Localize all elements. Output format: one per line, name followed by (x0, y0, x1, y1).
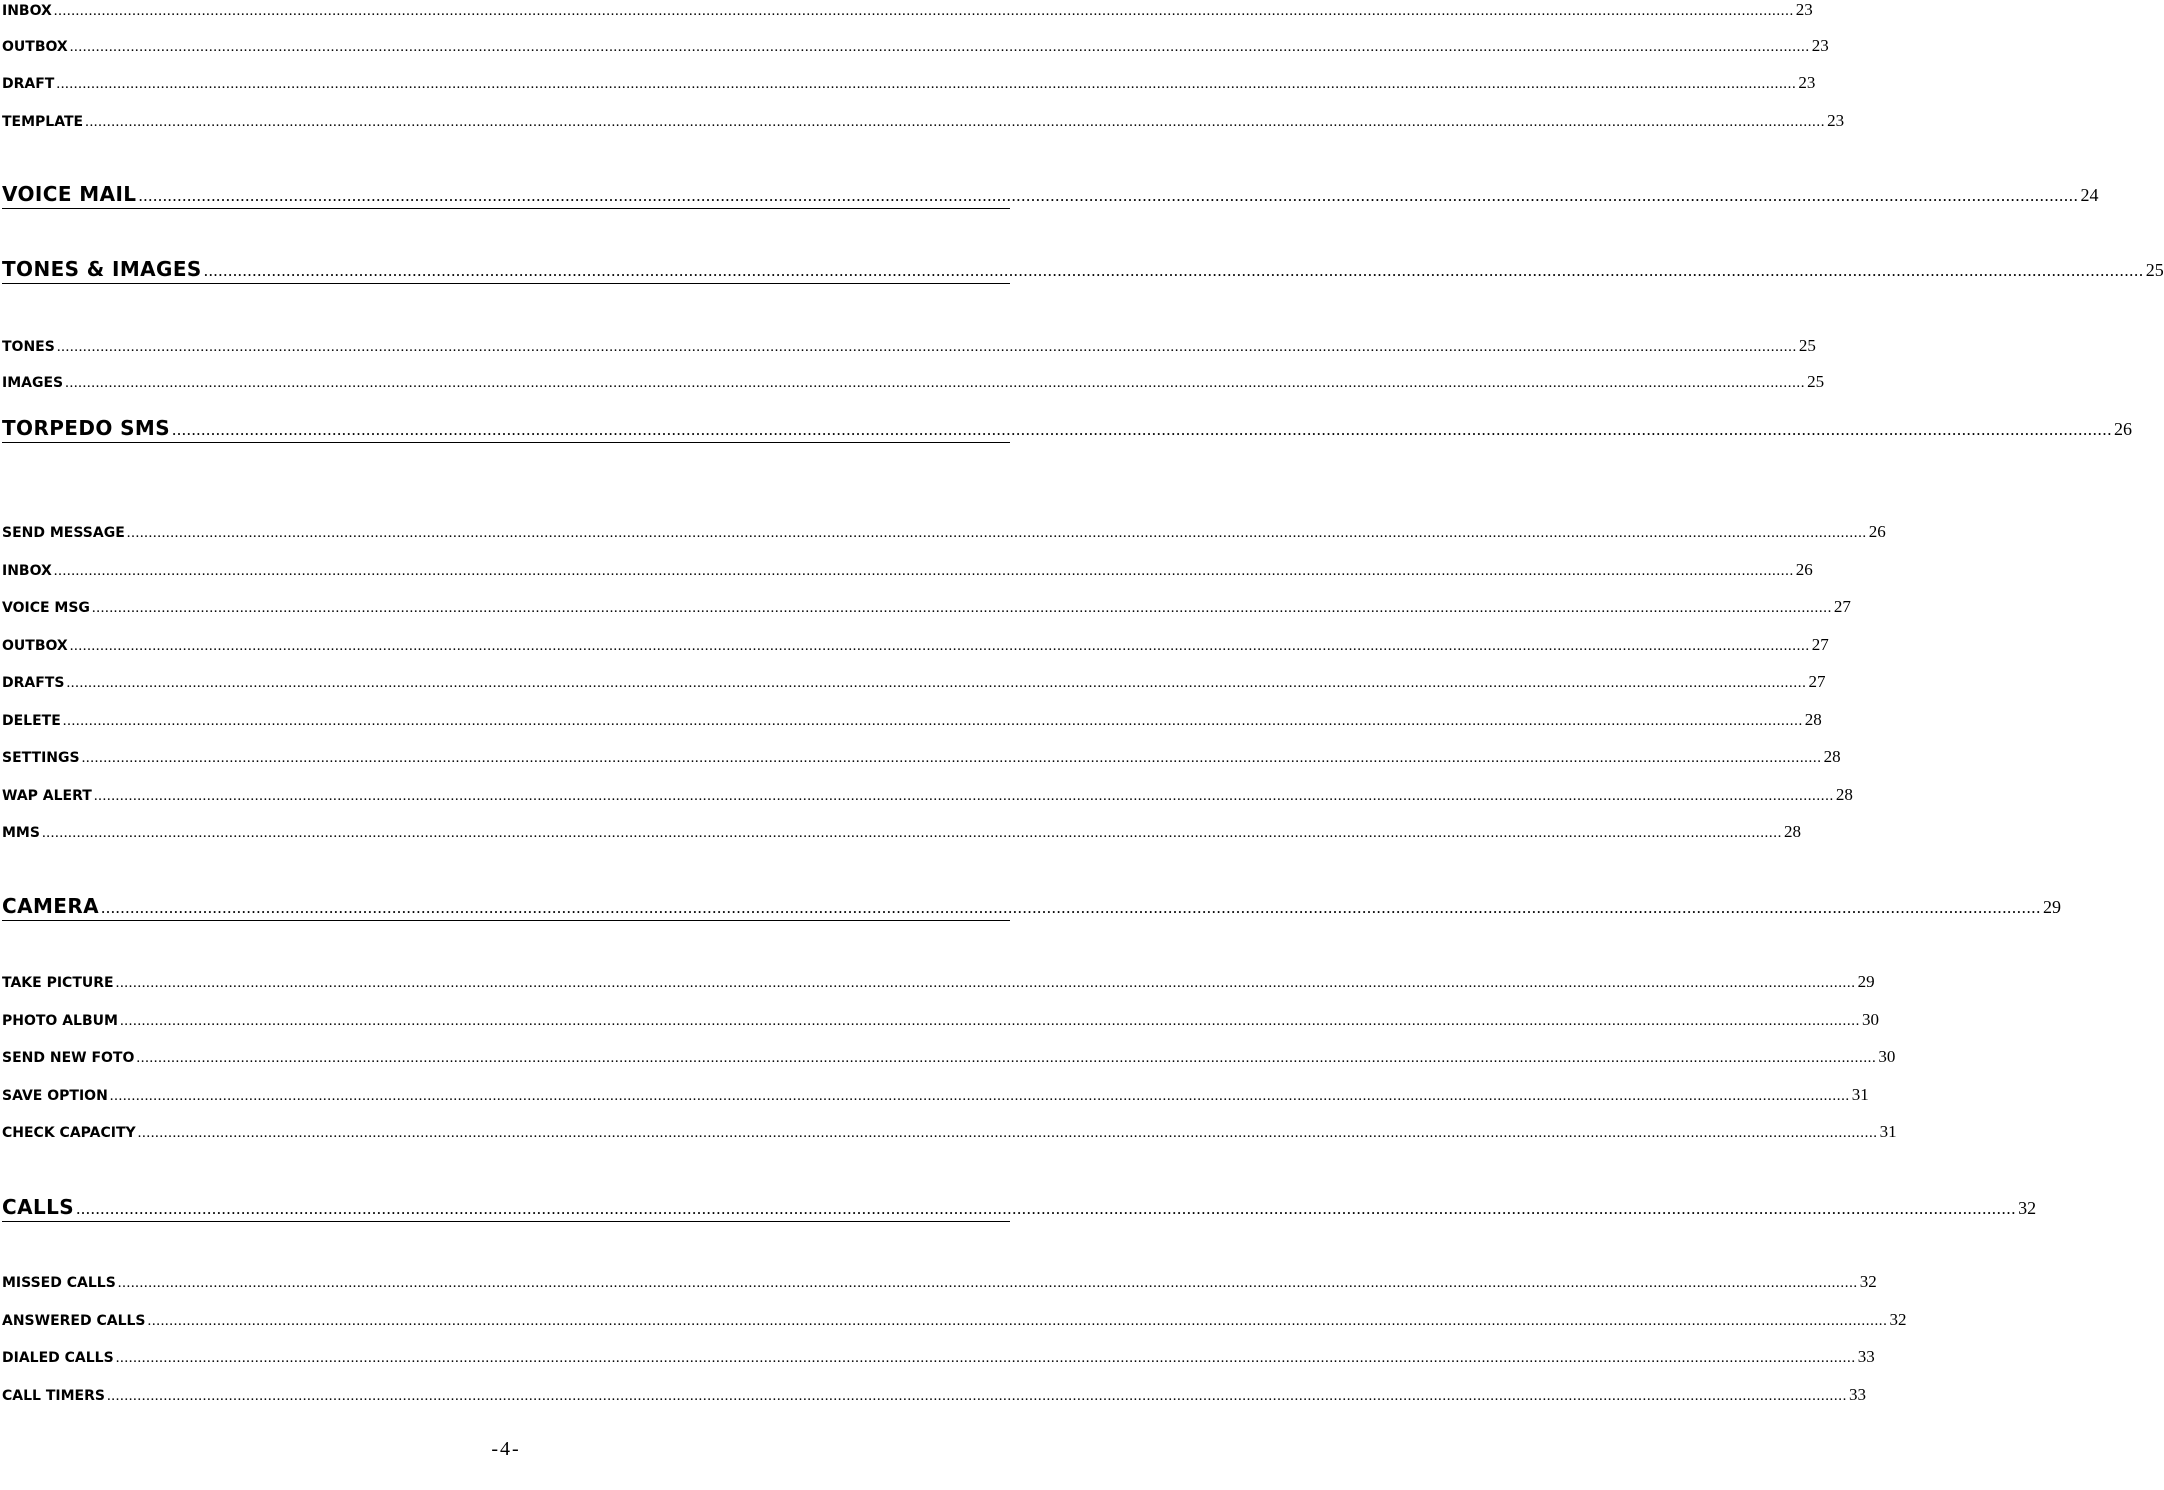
toc-entry[interactable] (2, 822, 1801, 842)
toc-entry-label: ANSWERED CALLS (2, 1313, 146, 1329)
toc-entry[interactable] (2, 1047, 1896, 1067)
toc-entry[interactable] (2, 747, 1841, 767)
dot-leader: ................................................................................................................................................................................................................................................................................................................................................................................................................ (106, 1388, 1847, 1404)
toc-entry-label: INBOX (2, 563, 52, 579)
toc-entry-label: DIALED CALLS (2, 1350, 114, 1366)
toc-page-number: 27 (1833, 597, 1851, 616)
dot-leader: ................................................................................................................................................................................................................................................................................................................................................................................................................ (53, 563, 1794, 579)
dot-leader: ................................................................................................................................................................................................................................................................................................................................................................................................................ (53, 3, 1794, 19)
toc-section-entry[interactable] (2, 416, 2133, 443)
toc-section-label: VOICE MAIL (2, 182, 137, 206)
toc-entry[interactable] (2, 1272, 1877, 1292)
dot-leader: ................................................................................................................................................................................................................................................................................................................................................................................................................ (147, 1313, 1888, 1329)
dot-leader: ................................................................................................................................................................................................................................................................................................................................................................................................................ (119, 1013, 1860, 1029)
toc-page-number: 30 (1878, 1047, 1896, 1066)
toc-entry-label: DRAFT (2, 76, 55, 92)
toc-entry[interactable] (2, 1122, 1897, 1142)
toc-entry[interactable] (2, 0, 1813, 20)
toc-entry[interactable] (2, 1010, 1879, 1030)
toc-entry-label: SAVE OPTION (2, 1088, 108, 1104)
toc-section-entry[interactable] (2, 182, 2099, 209)
toc-page-number: 28 (1835, 785, 1853, 804)
toc-entry[interactable] (2, 560, 1813, 580)
toc-section-label: CALLS (2, 1195, 75, 1219)
toc-page-number: 33 (1857, 1347, 1875, 1366)
toc-entry[interactable] (2, 1385, 1866, 1405)
toc-entry-label: OUTBOX (2, 638, 68, 654)
dot-leader: ................................................................................................................................................................................................................................................................................................................................................................................................................ (126, 525, 1867, 541)
toc-entry[interactable] (2, 336, 1816, 356)
toc-section-entry[interactable] (2, 1195, 2037, 1222)
dot-leader: ................................................................................................................................................................................................................................................................................................................................................................................................................ (66, 675, 1807, 691)
dot-leader: ................................................................................................................................................................................................................................................................................................................................................................................................................ (69, 638, 1810, 654)
toc-section-label: TORPEDO SMS (2, 416, 171, 440)
toc-page-number: 33 (1848, 1385, 1866, 1404)
toc-entry-label: OUTBOX (2, 39, 68, 55)
dot-leader: ................................................................................................................................................................................................................................................................................................................................................................................................................ (138, 186, 2079, 205)
toc-page-number: 28 (1783, 822, 1801, 841)
toc-entry-label: WAP ALERT (2, 788, 92, 804)
toc-entry-label: TONES (2, 339, 55, 355)
dot-leader: ................................................................................................................................................................................................................................................................................................................................................................................................................ (56, 339, 1797, 355)
toc-entry-label: SEND MESSAGE (2, 525, 125, 541)
toc-section-label: TONES & IMAGES (2, 257, 202, 281)
toc-entry-label: TEMPLATE (2, 114, 84, 130)
toc-entry-label: MMS (2, 825, 40, 841)
toc-entry[interactable] (2, 73, 1816, 93)
toc-entry-label: MISSED CALLS (2, 1275, 116, 1291)
toc-page-number: 26 (1868, 522, 1886, 541)
dot-leader: ................................................................................................................................................................................................................................................................................................................................................................................................................ (81, 750, 1822, 766)
toc-page-number: 23 (1795, 0, 1813, 19)
toc-entry-label: VOICE MSG (2, 600, 90, 616)
toc-page-number: 29 (1857, 972, 1875, 991)
toc-section-entry[interactable] (2, 257, 2164, 284)
toc-page-number: 32 (1859, 1272, 1877, 1291)
dot-leader: ................................................................................................................................................................................................................................................................................................................................................................................................................ (85, 114, 1826, 130)
toc-page-number: 25 (1807, 372, 1825, 391)
toc-page-number: 24 (2080, 185, 2099, 205)
toc-page-number: 32 (2018, 1198, 2037, 1218)
toc-page-number: 31 (1851, 1085, 1869, 1104)
dot-leader: ................................................................................................................................................................................................................................................................................................................................................................................................................ (115, 975, 1856, 991)
dot-leader: ................................................................................................................................................................................................................................................................................................................................................................................................................ (69, 39, 1810, 55)
dot-leader: ................................................................................................................................................................................................................................................................................................................................................................................................................ (101, 898, 2041, 917)
toc-entry-label: PHOTO ALBUM (2, 1013, 118, 1029)
toc-page-number: 25 (2145, 260, 2164, 280)
toc-page-number: 25 (1798, 336, 1816, 355)
toc-entry-label: DRAFTS (2, 675, 65, 691)
dot-leader: ................................................................................................................................................................................................................................................................................................................................................................................................................ (115, 1350, 1856, 1366)
toc-page-number: 29 (2043, 897, 2061, 917)
toc-page-number: 28 (1823, 747, 1841, 766)
dot-leader: ................................................................................................................................................................................................................................................................................................................................................................................................................ (76, 1199, 2017, 1218)
toc-entry[interactable] (2, 1310, 1907, 1330)
toc-page-number: 23 (1827, 111, 1845, 130)
page-number-footer: -4- (491, 1438, 521, 1460)
toc-section-entry[interactable] (2, 894, 2061, 921)
toc-page-number: 26 (2114, 419, 2133, 439)
toc-entry-label: SEND NEW FOTO (2, 1050, 135, 1066)
toc-entry[interactable] (2, 1085, 1869, 1105)
dot-leader: ................................................................................................................................................................................................................................................................................................................................................................................................................ (109, 1088, 1850, 1104)
toc-entry[interactable] (2, 372, 1825, 392)
toc-entry-label: CALL TIMERS (2, 1388, 105, 1404)
toc-page-number: 31 (1879, 1122, 1897, 1141)
toc-page-number: 30 (1861, 1010, 1879, 1029)
toc-page-number: 23 (1811, 36, 1829, 55)
dot-leader: ................................................................................................................................................................................................................................................................................................................................................................................................................ (172, 420, 2113, 439)
dot-leader: ................................................................................................................................................................................................................................................................................................................................................................................................................ (203, 261, 2144, 280)
dot-leader: ................................................................................................................................................................................................................................................................................................................................................................................................................ (136, 1050, 1877, 1066)
toc-entry[interactable] (2, 111, 1845, 131)
toc-entry[interactable] (2, 635, 1829, 655)
toc-entry[interactable] (2, 597, 1851, 617)
toc-section-label: CAMERA (2, 894, 99, 918)
toc-entry[interactable] (2, 672, 1826, 692)
dot-leader: ................................................................................................................................................................................................................................................................................................................................................................................................................ (56, 76, 1797, 92)
toc-entry[interactable] (2, 972, 1875, 992)
dot-leader: ................................................................................................................................................................................................................................................................................................................................................................................................................ (41, 825, 1782, 841)
toc-entry[interactable] (2, 522, 1886, 542)
dot-leader: ................................................................................................................................................................................................................................................................................................................................................................................................................ (117, 1275, 1858, 1291)
dot-leader: ................................................................................................................................................................................................................................................................................................................................................................................................................ (93, 788, 1834, 804)
toc-page-number: 26 (1795, 560, 1813, 579)
toc-page-number: 27 (1808, 672, 1826, 691)
dot-leader: ................................................................................................................................................................................................................................................................................................................................................................................................................ (62, 713, 1803, 729)
dot-leader: ................................................................................................................................................................................................................................................................................................................................................................................................................ (91, 600, 1832, 616)
toc-page-number: 27 (1811, 635, 1829, 654)
toc-entry[interactable] (2, 36, 1829, 56)
toc-entry-label: IMAGES (2, 375, 64, 391)
toc-entry-label: SETTINGS (2, 750, 80, 766)
toc-page-number: 28 (1804, 710, 1822, 729)
dot-leader: ................................................................................................................................................................................................................................................................................................................................................................................................................ (65, 375, 1806, 391)
toc-entry[interactable] (2, 785, 1853, 805)
toc-entry-label: CHECK CAPACITY (2, 1125, 136, 1141)
toc-entry-label: TAKE PICTURE (2, 975, 114, 991)
toc-entry[interactable] (2, 1347, 1875, 1367)
toc-page-number: 23 (1798, 73, 1816, 92)
toc-entry-label: DELETE (2, 713, 61, 729)
toc-page-number: 32 (1889, 1310, 1907, 1329)
dot-leader: ................................................................................................................................................................................................................................................................................................................................................................................................................ (137, 1125, 1878, 1141)
toc-entry-label: INBOX (2, 3, 52, 19)
toc-entry[interactable] (2, 710, 1822, 730)
